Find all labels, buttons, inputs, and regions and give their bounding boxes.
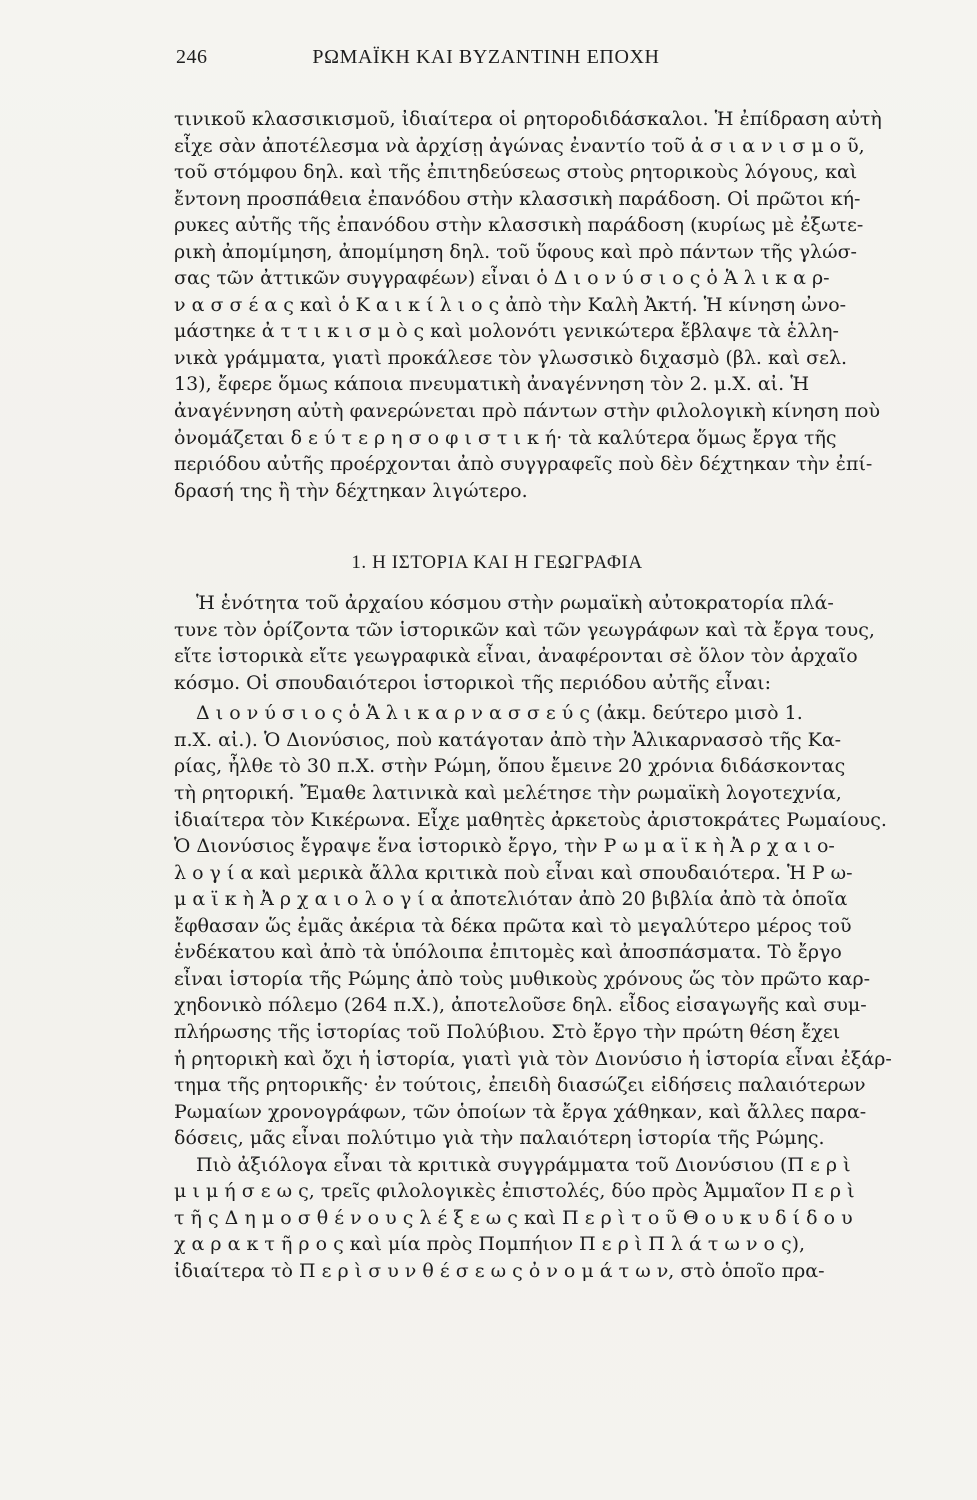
text-line: μάστηκε ἀ τ τ ι κ ι σ μ ὸ ς καὶ μολονότι γενικώτερα ἔβλαψε τὰ ἑλλη- (174, 320, 839, 343)
text-line: Δ ι ο ν ύ σ ι ο ς ὁ Ἁ λ ι κ α ρ ν α σ σ ε ύ ς (ἀκμ. δεύτερο μισὸ 1. (196, 702, 803, 725)
text-line: εἶναι ἱστορία τῆς Ρώμης ἀπὸ τοὺς μυθικοὺς χρόνους ὥς τὸν πρῶτο καρ- (174, 967, 871, 990)
text-line: ἔντονη προσπάθεια ἐπανόδου στὴν κλασσικὴ παράδοση. Οἱ πρῶτοι κή- (174, 187, 861, 210)
paragraph-atticism (174, 106, 882, 504)
body-text (174, 106, 892, 1284)
text-line: χ α ρ α κ τ ῆ ρ ο ς καὶ μία πρὸς Πομπήιον Π ε ρ ὶ Π λ ά τ ω ν ο ς), (174, 1233, 806, 1256)
text-line: ὀνομάζεται δ ε ύ τ ε ρ η σ ο φ ι σ τ ι κ ή· τὰ καλύτερα ὅμως ἔργα τῆς (174, 426, 837, 449)
text-line: λ ο γ ί α καὶ μερικὰ ἄλλα κριτικὰ ποὺ εἶναι καὶ σπουδαιότερα. Ἡ Ρ ω- (174, 861, 853, 884)
text-line: τημα τῆς ρητορικῆς· ἐν τούτοις, ἐπειδὴ διασώζει εἰδήσεις παλαιότερων (174, 1074, 866, 1097)
text-line: τινικοῦ κλασσικισμοῦ, ἰδιαίτερα οἱ ρητοροδιδάσκαλοι. Ἡ ἐπίδραση αὐτὴ (174, 108, 882, 130)
text-line: Ὁ Διονύσιος ἔγραψε ἕνα ἱστορικὸ ἔργο, τὴν Ρ ω μ α ϊ κ ὴ Ἀ ρ χ α ι ο- (174, 835, 835, 858)
text-line: τ ῆ ς Δ η μ ο σ θ έ ν ο υ ς λ έ ξ ε ω ς καὶ Π ε ρ ὶ τ ο ῦ Θ ο υ κ υ δ ί δ ο υ (174, 1206, 853, 1229)
section-heading: 1. Η ΙΣΤΟΡΙΑ ΚΑΙ Η ΓΕΩΓΡΑΦΙΑ (351, 552, 643, 574)
text-line: χηδονικὸ πόλεμο (264 π.Χ.), ἀποτελοῦσε δηλ. εἶδος εἰσαγωγῆς καὶ συμ- (174, 994, 867, 1017)
text-line: Ρωμαίων χρονογράφων, τῶν ὁποίων τὰ ἔργα χάθηκαν, καὶ ἄλλες παρα- (174, 1100, 867, 1123)
text-line: ν α σ σ έ α ς καὶ ὁ Κ α ι κ ί λ ι ο ς ἀπὸ τὴν Καλὴ Ἀκτή. Ἡ κίνηση ὠνο- (174, 293, 847, 316)
paragraph-dionysius (174, 700, 892, 1151)
page-number: 246 (176, 46, 208, 68)
text-line: 13), ἔφερε ὅμως κάποια πνευματικὴ ἀναγέννηση τὸν 2. μ.Χ. αἰ. Ἡ (174, 373, 810, 396)
text-line: τυνε τὸν ὁρίζοντα τῶν ἱστορικῶν καὶ τῶν γεωγράφων καὶ τὰ ἔργα τους, (174, 618, 875, 641)
text-line: ἰδιαίτερα τὸν Κικέρωνα. Εἶχε μαθητὲς ἀρκετοὺς ἀριστοκράτες Ρωμαίους. (174, 808, 887, 831)
text-line: πλήρωσης τῆς ἱστορίας τοῦ Πολύβιου. Στὸ ἔργο τὴν πρώτη θέση ἔχει (174, 1020, 841, 1043)
text-line: ἑνδέκατου καὶ ἀπὸ τὰ ὑπόλοιπα ἐπιτομὲς καὶ ἀποσπάσματα. Τὸ ἔργο (174, 941, 842, 964)
text-line: Πιὸ ἀξιόλογα εἶναι τὰ κριτικὰ συγγράμματα τοῦ Διονύσιου (Π ε ρ ὶ (196, 1153, 851, 1176)
paragraph-section-intro (174, 590, 875, 696)
text-line: Ἡ ἑνότητα τοῦ ἀρχαίου κόσμου στὴν ρωμαϊκὴ αὐτοκρατορία πλά- (196, 592, 834, 615)
text-line: περιόδου αὐτῆς προέρχονται ἀπὸ συγγραφεῖς ποὺ δὲν δέχτηκαν τὴν ἐπί- (174, 453, 873, 476)
text-line: κόσμο. Οἱ σπουδαιότεροι ἱστορικοὶ τῆς περιόδου αὐτῆς εἶναι: (174, 671, 771, 694)
text-line: ρυκες αὐτῆς τῆς ἐπανόδου στὴν κλασσικὴ παράδοση (κυρίως μὲ ἐξωτε- (174, 214, 864, 237)
text-line: σας τῶν ἀττικῶν συγγραφέων) εἶναι ὁ Δ ι ο ν ύ σ ι ο ς ὁ Ἁ λ ι κ α ρ- (174, 267, 830, 290)
text-line: νικὰ γράμματα, γιατὶ προκάλεσε τὸν γλωσσικὸ διχασμὸ (βλ. καὶ σελ. (174, 346, 848, 369)
text-line: εἶχε σὰν ἀποτέλεσμα νὰ ἀρχίσῃ ἀγώνας ἐναντίο τοῦ ἀ σ ι α ν ι σ μ ο ῦ, (174, 134, 865, 157)
text-line: τοῦ στόμφου δηλ. καὶ τῆς ἐπιτηδεύσεως στοὺς ρητορικοὺς λόγους, καὶ (174, 161, 858, 184)
text-line: π.Χ. αἰ.). Ὁ Διονύσιος, ποὺ κατάγοταν ἀπὸ τὴν Ἁλικαρνασσὸ τῆς Κα- (174, 728, 842, 751)
text-line: ἡ ρητορικὴ καὶ ὄχι ἡ ἱστορία, γιατὶ γιὰ τὸν Διονύσιο ἡ ἱστορία εἶναι ἐξάρ- (174, 1047, 892, 1070)
running-title: ΡΩΜΑΪΚΗ ΚΑΙ ΒΥΖΑΝΤΙΝΗ ΕΠΟΧΗ (312, 46, 660, 68)
text-line: ἔφθασαν ὥς ἐμᾶς ἀκέρια τὰ δέκα πρῶτα καὶ τὸ μεγαλύτερο μέρος τοῦ (174, 914, 852, 937)
text-line: τὴ ρητορική. Ἔμαθε λατινικὰ καὶ μελέτησε τὴν ρωμαϊκὴ λογοτεχνία, (174, 782, 842, 805)
paragraph-criticism (174, 1152, 855, 1285)
running-head (176, 46, 796, 76)
text-line: ρίας, ἦλθε τὸ 30 π.Χ. στὴν Ρώμη, ὅπου ἔμεινε 20 χρόνια διδάσκοντας (174, 755, 846, 778)
text-line: ἀναγέννηση αὐτὴ φανερώνεται πρὸ πάντων στὴν φιλολογικὴ κίνηση ποὺ (174, 400, 881, 423)
text-line: ἰδιαίτερα τὸ Π ε ρ ὶ σ υ ν θ έ σ ε ω ς ὀ ν ο μ ά τ ω ν, στὸ ὁποῖο πρα- (174, 1259, 825, 1282)
text-line: μ ι μ ή σ ε ω ς, τρεῖς φιλολογικὲς ἐπιστολές, δύο πρὸς Ἀμμαῖον Π ε ρ ὶ (174, 1180, 855, 1203)
text-line: εἴτε ἱστορικὰ εἴτε γεωγραφικὰ εἶναι, ἀναφέρονται σὲ ὅλον τὸν ἀρχαῖο (174, 645, 858, 668)
text-line: δόσεις, μᾶς εἶναι πολύτιμο γιὰ τὴν παλαιότερη ἱστορία τῆς Ρώμης. (174, 1127, 825, 1150)
text-line: μ α ϊ κ ὴ Ἀ ρ χ α ι ο λ ο γ ί α ἀποτελιόταν ἀπὸ 20 βιβλία ἀπὸ τὰ ὁποῖα (174, 888, 848, 911)
text-line: δρασή της ἢ τὴν δέχτηκαν λιγώτερο. (174, 479, 528, 502)
text-line: ρικὴ ἀπομίμηση, ἀπομίμηση δηλ. τοῦ ὕφους καὶ πρὸ πάντων τῆς γλώσ- (174, 240, 857, 263)
